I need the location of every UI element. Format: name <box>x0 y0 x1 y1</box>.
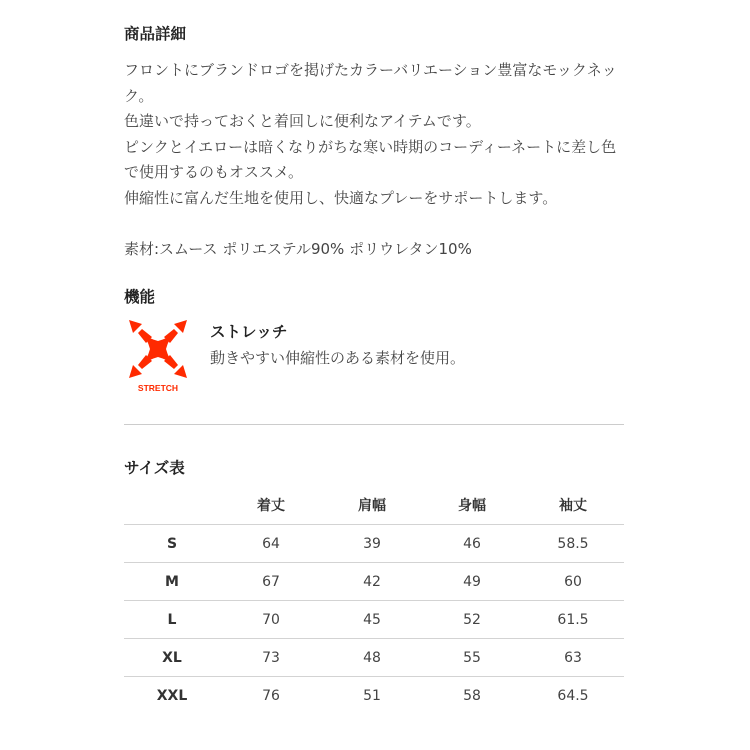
table-cell: 76 <box>262 687 280 704</box>
size-table <box>124 486 624 714</box>
table-cell: 48 <box>322 639 422 677</box>
size-table-heading: サイズ表 <box>124 459 185 477</box>
description-line: ピンクとイエローは暗くなりがちな寒い時期のコーディーネートに差し色で使用するのもオススメ。 <box>124 137 617 182</box>
table-row <box>124 525 624 563</box>
feature-name: ストレッチ <box>210 323 288 341</box>
table-cell: 49 <box>422 563 522 601</box>
details-heading: 商品詳細 <box>124 25 187 43</box>
table-cell: 61.5 <box>522 601 624 639</box>
table-cell: 39 <box>322 525 422 563</box>
feature-description: 動きやすい伸縮性のある素材を使用。 <box>210 349 466 367</box>
features-heading: 機能 <box>124 288 156 306</box>
table-cell: 64.5 <box>557 687 589 704</box>
table-cell: 58 <box>463 687 481 704</box>
table-cell: 63 <box>522 639 624 677</box>
column-header: 身幅 <box>422 486 522 525</box>
description-line: 色違いで持っておくと着回しに便利なアイテムです。 <box>124 112 481 131</box>
product-description <box>124 58 629 263</box>
size-table-header-row <box>124 486 624 525</box>
table-cell: 51 <box>363 687 381 704</box>
column-header: 肩幅 <box>322 486 422 525</box>
table-row <box>124 601 624 639</box>
size-label: L <box>124 601 220 639</box>
size-label: XXL <box>156 687 188 704</box>
description-line: フロントにブランドロゴを掲げたカラーバリエーション豊富なモックネック。 <box>124 61 617 105</box>
stretch-icon <box>124 315 192 399</box>
table-cell: 70 <box>220 601 322 639</box>
stretch-icon-graphic <box>124 315 192 399</box>
size-label: S <box>124 525 220 563</box>
table-cell: 46 <box>422 525 522 563</box>
column-header <box>124 486 220 525</box>
table-cell: 58.5 <box>522 525 624 563</box>
table-row <box>124 563 624 601</box>
column-header: 着丈 <box>220 486 322 525</box>
table-row <box>124 677 624 715</box>
description-line: 伸縮性に富んだ生地を使用し、快適なプレーをサポートします。 <box>124 188 558 207</box>
material-line: 素材:スムース ポリエステル90% ポリウレタン10% <box>124 240 472 259</box>
column-header: 袖丈 <box>522 486 624 525</box>
table-cell: 52 <box>422 601 522 639</box>
section-divider <box>124 424 624 425</box>
table-cell: 64 <box>220 525 322 563</box>
table-cell: 45 <box>322 601 422 639</box>
table-row <box>124 639 624 677</box>
table-cell: 73 <box>220 639 322 677</box>
table-cell: 42 <box>322 563 422 601</box>
table-cell: 67 <box>220 563 322 601</box>
size-label: XL <box>124 639 220 677</box>
stretch-icon-label: STRETCH <box>137 383 179 393</box>
size-label: M <box>124 563 220 601</box>
table-cell: 60 <box>522 563 624 601</box>
paragraph-gap <box>124 212 629 238</box>
table-cell: 55 <box>422 639 522 677</box>
